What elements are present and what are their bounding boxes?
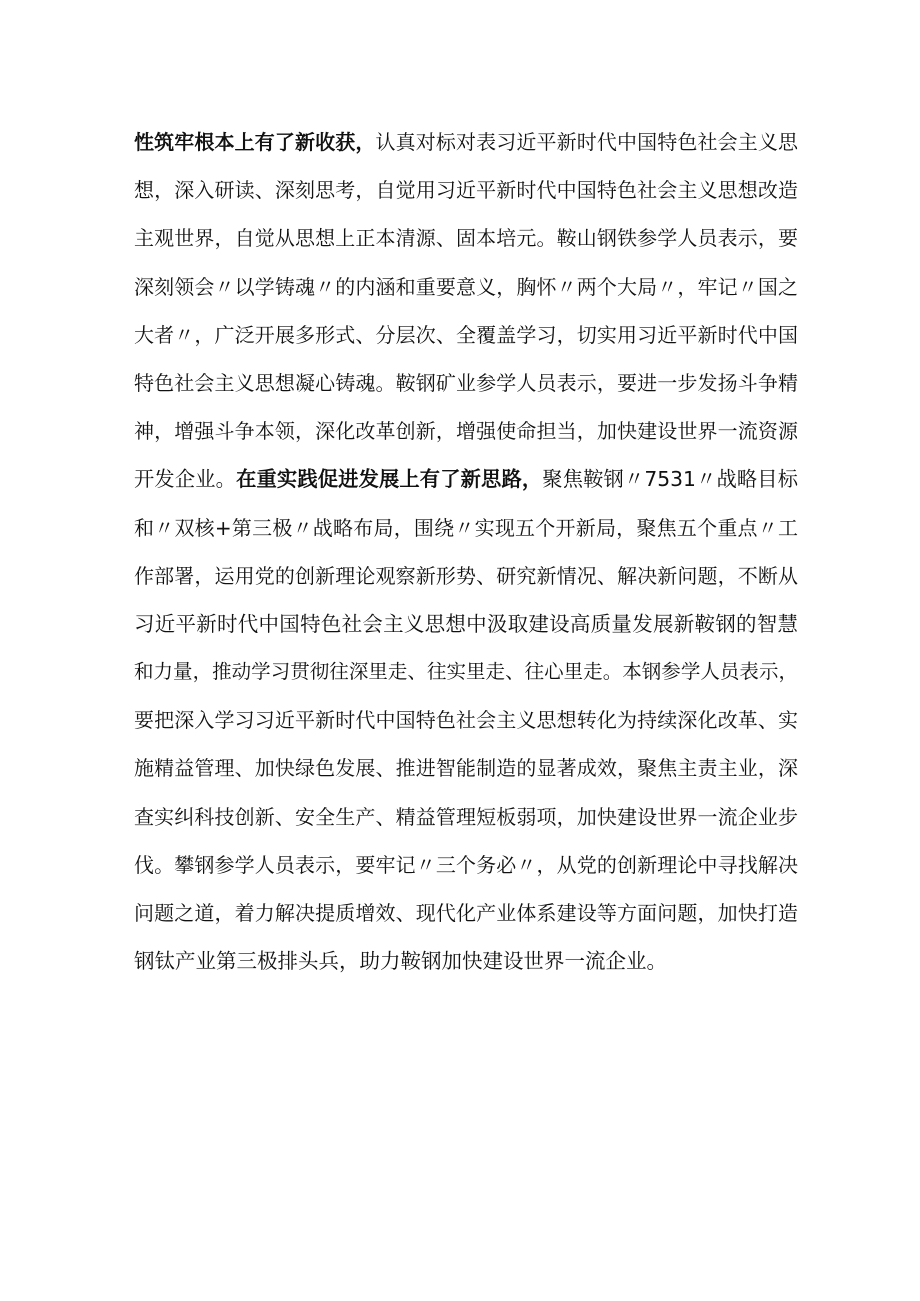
text-line xyxy=(134,263,798,311)
text-line xyxy=(134,311,798,359)
line-text: 和〃双核+第三极〃战略布局，围绕〃实现五个开新局，聚焦五个重点〃工 xyxy=(134,515,798,540)
line-text: 想，深入研读、深刻思考，自觉用习近平新时代中国特色社会主义思想改造 xyxy=(134,178,798,203)
text-line xyxy=(134,937,798,985)
text-line xyxy=(134,214,798,262)
text-line xyxy=(134,118,798,166)
text-line xyxy=(134,552,798,600)
bold-heading-phrase: 在重实践促进发展上有了新思路， xyxy=(236,467,543,492)
line-text: 聚焦鞍钢〃7531〃战略目标 xyxy=(542,467,798,492)
text-line xyxy=(134,600,798,648)
text-line xyxy=(134,744,798,792)
line-text: 特色社会主义思想凝心铸魂。鞍钢矿业参学人员表示，要进一步发扬斗争精 xyxy=(134,370,798,395)
line-text: 开发企业。 xyxy=(134,467,237,492)
bold-heading-phrase: 性筑牢根本上有了新收获， xyxy=(134,130,376,154)
line-text: 认真对标对表习近平新时代中国特色社会主义思 xyxy=(375,130,798,154)
text-line xyxy=(134,889,798,937)
line-text: 深刻领会〃以学铸魂〃的内涵和重要意义，胸怀〃两个大局〃，牢记〃国之 xyxy=(134,274,798,299)
text-line xyxy=(134,504,798,552)
line-text: 神，增强斗争本领，深化改革创新，增强使命担当，加快建设世界一流资源 xyxy=(134,419,798,444)
text-line xyxy=(134,359,798,407)
text-line xyxy=(134,166,798,214)
line-text: 要把深入学习习近平新时代中国特色社会主义思想转化为持续深化改革、实 xyxy=(134,708,798,733)
line-text: 钢钛产业第三极排头兵，助力鞍钢加快建设世界一流企业。 xyxy=(134,949,667,974)
line-text: 查实纠科技创新、安全生产、精益管理短板弱项，加快建设世界一流企业步 xyxy=(134,804,798,829)
text-line xyxy=(134,648,798,696)
text-line xyxy=(134,696,798,744)
line-text: 作部署，运用党的创新理论观察新形势、研究新情况、解决新问题，不断从 xyxy=(134,563,798,588)
body-paragraph xyxy=(134,118,798,985)
line-text: 主观世界，自觉从思想上正本清源、固本培元。鞍山钢铁参学人员表示，要 xyxy=(134,226,798,251)
text-line xyxy=(134,793,798,841)
line-text: 大者〃，广泛开展多形式、分层次、全覆盖学习，切实用习近平新时代中国 xyxy=(134,322,798,347)
line-text: 施精益管理、加快绿色发展、推进智能制造的显著成效，聚焦主责主业，深 xyxy=(134,756,798,781)
line-text: 伐。攀钢参学人员表示，要牢记〃三个务必〃，从党的创新理论中寻找解决 xyxy=(134,852,798,877)
text-line xyxy=(134,841,798,889)
line-text: 和力量，推动学习贯彻往深里走、往实里走、往心里走。本钢参学人员表示， xyxy=(134,660,798,684)
text-line xyxy=(134,407,798,455)
text-line xyxy=(134,455,798,503)
line-text: 习近平新时代中国特色社会主义思想中汲取建设高质量发展新鞍钢的智慧 xyxy=(134,611,798,636)
line-text: 问题之道，着力解决提质增效、现代化产业体系建设等方面问题，加快打造 xyxy=(134,901,798,925)
